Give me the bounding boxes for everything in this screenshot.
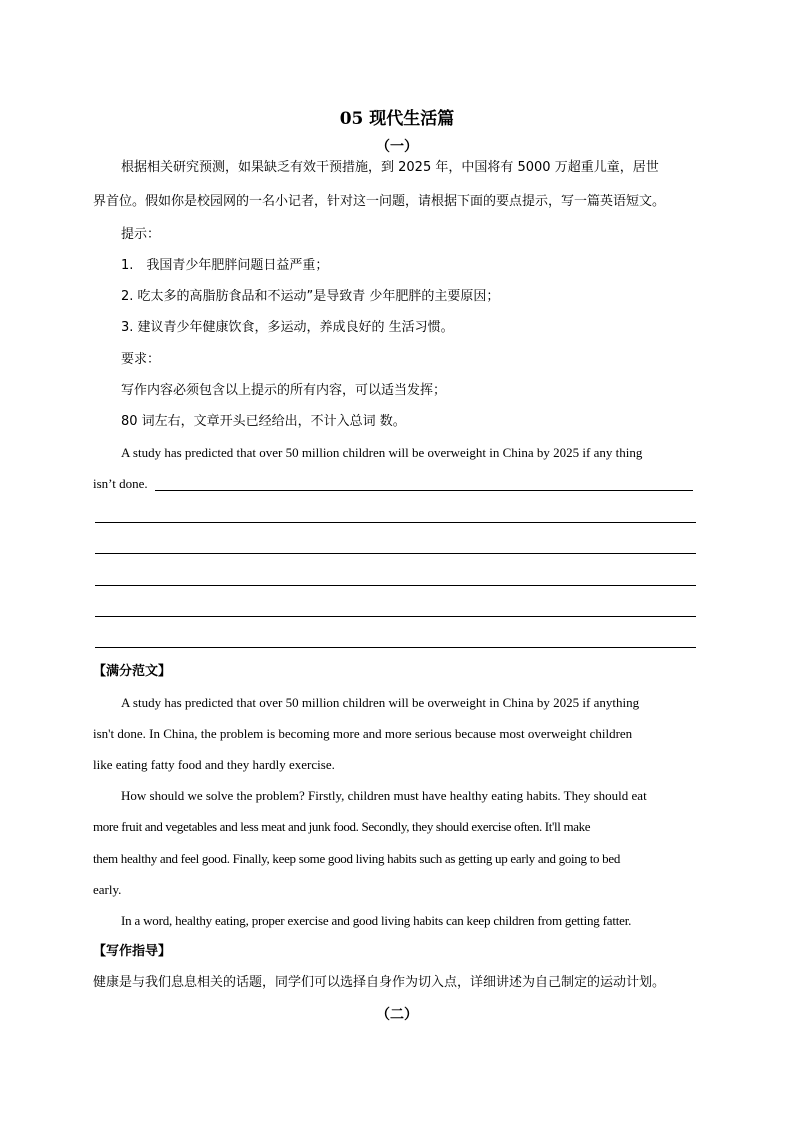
model-essay-line: them healthy and feel good. Finally, keep some good living habits such as getting up early and going to bed <box>93 851 621 866</box>
answer-blank-line <box>95 647 696 648</box>
model-essay-heading: 【满分范文】 <box>93 664 172 679</box>
hint-item: 2. 吃太多的高脂肪食品和不运动”是导致青 少年肥胖的主要原因； <box>121 289 500 304</box>
answer-blank-line <box>95 585 696 586</box>
essay-opening-line-2: isn’t done. <box>93 476 148 491</box>
model-essay-line: isn't done. In China, the problem is becoming more and more serious because most overweight children <box>93 726 633 741</box>
answer-blank-line <box>95 553 696 554</box>
hint-item: 1. 我国青少年肥胖问题日益严重； <box>121 258 329 273</box>
model-essay-line: early. <box>93 882 122 897</box>
model-essay-line: A study has predicted that over 50 million children will be overweight in China by 2025 if anything <box>121 695 640 710</box>
page-title: 05 现代生活篇 <box>339 109 455 129</box>
model-essay-line: In a word, healthy eating, proper exercise and good living habits can keep children from getting fatter. <box>121 913 632 928</box>
model-essay-line: more fruit and vegetables and less meat and junk food. Secondly, they should exercise often. It'll make <box>93 819 591 834</box>
intro-line-2: 界首位。假如你是校园网的一名小记者，针对这一问题，请根据下面的要点提示，写一篇英语短文。 <box>93 194 666 209</box>
requirements-label: 要求： <box>121 352 161 367</box>
answer-blank-line <box>95 522 696 523</box>
section-2-label: （二） <box>376 1007 418 1023</box>
intro-line-1: 根据相关研究预测，如果缺乏有效干预措施，到 2025 年，中国将有 5000 万超重儿童，居世 <box>121 160 659 175</box>
hints-label: 提示： <box>121 227 161 242</box>
writing-guide-text: 健康是与我们息息相关的话题，同学们可以选择自身作为切入点，详细讲述为自己制定的运动计划。 <box>93 975 666 990</box>
answer-blank-line <box>155 490 693 491</box>
model-essay-line: like eating fatty food and they hardly exercise. <box>93 757 335 772</box>
hint-item: 3. 建议青少年健康饮食，多运动，养成良好的 生活习惯。 <box>121 320 454 335</box>
requirement-item: 写作内容必须包含以上提示的所有内容，可以适当发挥； <box>121 383 447 398</box>
section-1-label: （一） <box>376 139 418 155</box>
model-essay-line: How should we solve the problem? Firstly, children must have healthy eating habits. They should eat <box>121 788 647 803</box>
answer-blank-line <box>95 616 696 617</box>
requirement-item: 80 词左右，文章开头已经给出，不计入总词 数。 <box>121 414 406 429</box>
essay-opening-line-1: A study has predicted that over 50 million children will be overweight in China by 2025 if any thing <box>121 445 643 460</box>
writing-guide-heading: 【写作指导】 <box>93 944 172 959</box>
